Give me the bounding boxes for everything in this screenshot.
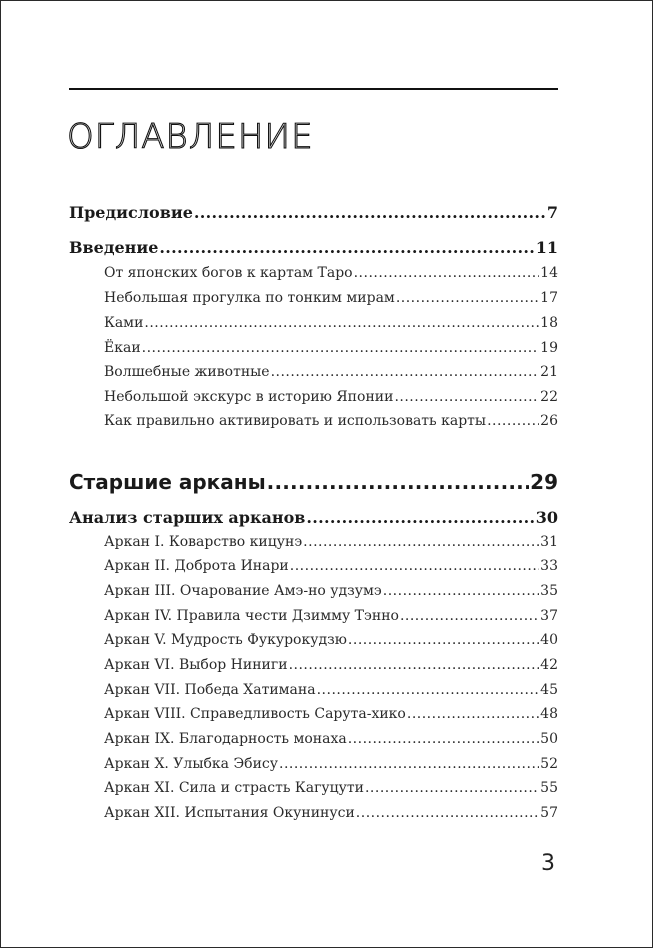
toc-entry-title: Ками: [104, 315, 144, 331]
toc-entry: [104, 780, 558, 796]
toc-entry-title: Аркан X. Улыбка Эбису: [104, 756, 278, 772]
toc-entry-page: 33: [540, 558, 558, 574]
toc-entry-title: Аркан I. Коварство кицунэ: [104, 534, 303, 550]
toc-entry-title: От японских богов к картам Таро: [104, 265, 353, 281]
toc-entry-page: 57: [540, 805, 558, 821]
toc-entry: [69, 508, 558, 527]
toc-entry: [104, 315, 558, 331]
toc-entry-title: Аркан XII. Испытания Окунинуси: [104, 805, 355, 821]
top-rule: [69, 88, 558, 90]
toc-leader-dots: [142, 340, 540, 356]
toc-entry-page: 11: [535, 238, 558, 257]
toc-entry: [104, 389, 558, 405]
toc-leader-dots: [407, 706, 539, 722]
toc-entry: [104, 682, 558, 698]
toc-entry-page: 42: [540, 657, 558, 673]
toc-entry-page: 14: [540, 265, 558, 281]
toc-entry-page: 45: [540, 682, 558, 698]
toc-entry-page: 19: [540, 340, 558, 356]
toc-leader-dots: [303, 534, 539, 550]
toc-entry: [69, 203, 558, 222]
toc-entry: [104, 632, 558, 648]
toc-leader-dots: [279, 756, 539, 772]
toc-leader-dots: [356, 805, 539, 821]
toc-entry-title: Аркан IX. Благодарность монаха: [104, 731, 347, 747]
toc-leader-dots: [354, 265, 540, 281]
toc-entry-title: Предисловие: [69, 203, 193, 222]
toc-entry: [104, 731, 558, 747]
toc-leader-dots: [317, 682, 540, 698]
toc-entry: [104, 805, 558, 821]
toc-entry-page: 30: [535, 508, 558, 527]
toc-leader-dots: [365, 780, 539, 796]
toc-entry: [69, 470, 558, 494]
toc-entry-page: 31: [540, 534, 558, 550]
toc-entry-title: Аркан II. Доброта Инари: [104, 558, 289, 574]
toc-leader-dots: [394, 389, 539, 405]
toc-entry-title: Небольшой экскурс в историю Японии: [104, 389, 394, 405]
toc-leader-dots: [396, 290, 539, 306]
toc-leader-dots: [348, 632, 539, 648]
toc-entry-page: 50: [540, 731, 558, 747]
toc-leader-dots: [487, 413, 539, 429]
toc-entry: [104, 583, 558, 599]
toc-entry-title: Аркан VIII. Справедливость Сарута-хико: [104, 706, 406, 722]
toc-entry-title: Аркан III. Очарование Амэ-но удзумэ: [104, 583, 382, 599]
toc-entry: [104, 558, 558, 574]
toc-entry-title: Старшие арканы: [69, 470, 266, 494]
toc-entry-title: Аркан VI. Выбор Ниниги: [104, 657, 288, 673]
toc-leader-dots: [289, 657, 540, 673]
toc-entry-page: 26: [540, 413, 558, 429]
toc-entry: [104, 756, 558, 772]
toc-entry-page: 40: [540, 632, 558, 648]
toc-entry-page: 29: [530, 470, 558, 494]
toc-entry-title: Ёкаи: [104, 340, 141, 356]
toc-entry: [104, 413, 558, 429]
toc-leader-dots: [306, 508, 534, 527]
toc-entry-page: 48: [540, 706, 558, 722]
toc-leader-dots: [159, 238, 534, 257]
toc-entry: [104, 364, 558, 380]
toc-entry-title: Волшебные животные: [104, 364, 270, 380]
toc-leader-dots: [383, 583, 539, 599]
toc-entry: [104, 608, 558, 624]
toc-entry-page: 17: [540, 290, 558, 306]
toc-leader-dots: [271, 364, 540, 380]
toc-entry-title: Аркан XI. Сила и страсть Кагуцути: [104, 780, 364, 796]
toc-entry: [104, 706, 558, 722]
page-number: 3: [541, 851, 555, 876]
toc-entry-title: Аркан IV. Правила чести Дзимму Тэнно: [104, 608, 399, 624]
toc-entry: [104, 534, 558, 550]
toc-entry-page: 21: [540, 364, 558, 380]
toc-entry-page: 35: [540, 583, 558, 599]
toc-entry-page: 7: [546, 203, 558, 222]
toc-entry: [104, 340, 558, 356]
toc-entry-title: Анализ старших арканов: [69, 508, 306, 527]
toc-entry: [104, 265, 558, 281]
toc-entry-title: Аркан VII. Победа Хатимана: [104, 682, 316, 698]
toc-leader-dots: [400, 608, 539, 624]
toc-entry-page: 37: [540, 608, 558, 624]
toc-entry-title: Введение: [69, 238, 159, 257]
toc-entry: [69, 238, 558, 257]
toc-entry-title: Аркан V. Мудрость Фукурокудзю: [104, 632, 347, 648]
toc-entry-page: 22: [540, 389, 558, 405]
toc-leader-dots: [290, 558, 539, 574]
toc-entry: [104, 657, 558, 673]
toc-entry-title: Небольшая прогулка по тонким мирам: [104, 290, 395, 306]
toc-entry-page: 55: [540, 780, 558, 796]
toc-leader-dots: [348, 731, 539, 747]
toc-entry-page: 18: [540, 315, 558, 331]
toc-leader-dots: [144, 315, 539, 331]
toc-entry: [104, 290, 558, 306]
page-title: ОГЛАВЛЕНИЕ: [67, 117, 314, 157]
toc-entry-title: Как правильно активировать и использовать карты: [104, 413, 487, 429]
toc-leader-dots: [267, 470, 530, 494]
toc-entry-page: 52: [540, 756, 558, 772]
toc-leader-dots: [194, 203, 546, 222]
